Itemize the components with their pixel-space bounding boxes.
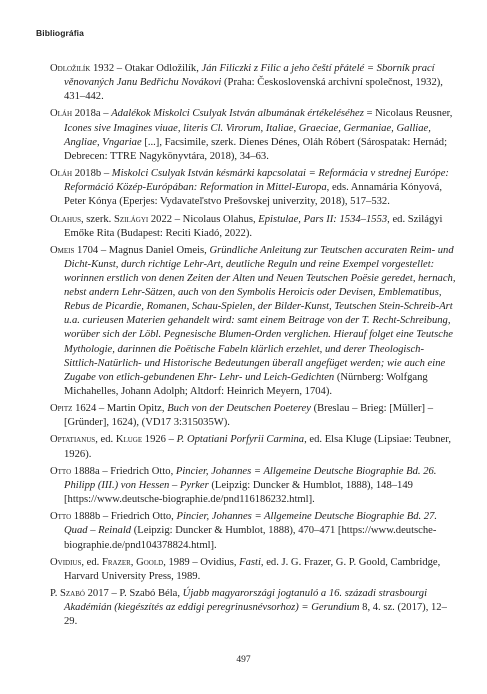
entry-year: 1704 – Magnus Daniel Omeis,	[74, 244, 210, 256]
bibliography-list	[50, 62, 456, 633]
entry-year: 1932 – Otakar Odložilík,	[90, 63, 202, 74]
entry-editor: Frazer, Goold	[101, 556, 164, 568]
entry-author: Opitz	[50, 403, 73, 415]
entry-author: Oláh	[50, 108, 73, 120]
entry-connector: = Nicolaus Reusner,	[363, 108, 453, 120]
page-number: 497	[236, 655, 251, 665]
entry-publication: (Nürnberg: Wolfgang Michahelles, Johann Adolph; Altdorf: Heinrich Meyern, 1704).	[64, 371, 428, 397]
bibliography-entry	[50, 62, 456, 104]
entry-title: Újabb magyarországi jogtanuló a 16. századi strasbourgi Akadémián (kiegészítés az eddigi peregrinusnévsorhoz) = Gerundium	[64, 588, 428, 614]
bibliography-entry	[50, 465, 456, 507]
entry-editor: Kluge	[115, 434, 143, 446]
entry-publication: (Leipzig: Duncker & Humblot, 1888), 148–149 [https://www.deutsche-biographie.de/pnd116186232.html].	[64, 479, 413, 506]
entry-title: Pincier, Johannes = Allgemeine Deutsche Biographie Bd. 27. Quad – Reinald	[64, 511, 438, 537]
entry-author: Optatianus	[50, 434, 96, 446]
entry-title: Epistulae, Pars II: 1534–1553	[258, 213, 388, 225]
entry-secondary-title: Icones sive Imagines viuae, literis Cl. Virorum, Italiae, Graeciae, Germaniae, Galliae, Angliae, Vngariae	[64, 122, 431, 148]
bibliography-entry	[50, 167, 456, 209]
entry-publication: , ed. Szilágyi Emőke Rita (Budapest: Reciti Kiadó, 2022).	[64, 213, 443, 239]
entry-year: 2017 – P. Szabó Béla,	[84, 588, 183, 600]
entry-publication: , eds. Annamária Kónyová, Peter Kónya (Eperjes: Vydavateľstvo Prešovskej univerzity, 2018), 517–532.	[64, 182, 442, 208]
entry-publication: [...], Facsimile, szerk. Dienes Dénes, Oláh Róbert (Sárospatak: Hernád; Debrecen: TTRE Nagykönyvtára, 2018), 34–63.	[64, 136, 448, 162]
entry-publication: , ed. J. G. Frazer, G. P. Goold, Cambridge, Harvard University Press, 1989.	[64, 556, 441, 582]
entry-publication: (Breslau – Brieg: [Müller] – [Gründer], 1624), (VD17 3:315035W).	[64, 403, 434, 429]
running-header: Bibliográfia	[36, 28, 84, 38]
entry-year: , szerk.	[81, 213, 114, 225]
entry-editor: Szilágyi	[113, 213, 149, 225]
entry-author: Odložilík	[50, 63, 91, 74]
bibliography-entry	[50, 587, 456, 629]
entry-author: Otto	[50, 465, 72, 477]
entry-year: 2018a –	[72, 108, 112, 120]
entry-title: Miskolci Csulyak István késmárki kapcsolatai = Reformácia v strednej Európe: Reformáció Közép-Európában: Reformation in Mittel-Europa	[64, 168, 449, 194]
entry-publication: , ed. Elsa Kluge (Lipsiae: Teubner, 1926).	[64, 434, 452, 460]
entry-publication: 8, 4. sz. (2017), 12–29.	[64, 602, 447, 628]
entry-publication: (Praha: Československá archivní společnost, 1932), 431–442.	[64, 77, 443, 103]
entry-title: Fasti	[239, 556, 261, 568]
bibliography-entry	[50, 213, 456, 241]
entry-author: Oláh	[50, 168, 73, 180]
bibliography-entry	[50, 244, 456, 399]
entry-author: Omeis	[50, 244, 75, 256]
entry-title: Ján Filiczki z Filic a jeho čeští přátelé = Sborník prací věnovaných Janu Bedřichu Novákovi	[64, 63, 435, 89]
entry-year: 1888a – Friedrich Otto,	[71, 465, 176, 477]
entry-title: Pincier, Johannes = Allgemeine Deutsche Biographie Bd. 26. Philipp (III.) von Hessen – Pyrker	[64, 465, 437, 491]
entry-connector: , 1989 – Ovidius,	[163, 556, 240, 568]
entry-connector: 2022 – Nicolaus Olahus,	[148, 213, 259, 225]
entry-year: , ed.	[95, 434, 116, 446]
entry-title: Adalékok Miskolci Csulyak István albumának értékeléséhez	[111, 108, 364, 120]
entry-author: P. Szabó	[50, 588, 85, 600]
entry-title: P. Optatiani Porfyrii Carmina	[176, 434, 305, 446]
entry-title: Gründliche Anleitung zur Teutschen accuraten Reim- und Dicht-Kunst, durch richtige Lehr-Art, deutliche Reguln und reine Exempel vorgestellet: worinnen erstlich von denen Zeiten der Alten und Neuen Teutschen Poësie geredet, hernach, nebst andern Lehr-Sätzen, auch von den Symbolis Heroicis oder Devisen, Emblematibus, Rebus de Picardie, Romanen, Schau-Spielen, der Bilder-Kunst, Teutschen Stein-Schreib-Art u.a. curieusen Materien gehandelt wird: samt einem Beitrage von der T. Recht-Schreibung, worüber sich der Löbl. Pegnesische Blumen-Orden verglichen. Hierauf folget eine Teutsche Mythologie, darinnen die Poëtische Fabeln klärlich erzehlet, und derer Theologisch-Sittlich-Natürlich- und Historische Bedeutungen überall angefüget werden; wie auch eine Zugabe von etlich-gebundenen Ehr- Lehr- und Leich-Gedichten	[64, 244, 456, 383]
bibliography-entry	[50, 433, 456, 461]
entry-publication: (Leipzig: Duncker & Humblot, 1888), 470–471 [https://www.deutsche-biographie.de/pnd104378824.html].	[64, 525, 437, 551]
entry-author: Olahus	[50, 213, 81, 225]
entry-year: 2018b –	[72, 168, 112, 180]
entry-author: Otto	[50, 511, 72, 523]
entry-author: Ovidius	[50, 556, 82, 568]
entry-year: , ed.	[81, 556, 102, 568]
entry-title: Buch von der Deutschen Poeterey	[167, 403, 311, 415]
entry-year: 1624 – Martin Opitz,	[72, 403, 168, 415]
bibliography-entry	[50, 510, 456, 552]
entry-year: 1888b – Friedrich Otto,	[71, 511, 177, 523]
bibliography-entry	[50, 556, 456, 584]
bibliography-entry	[50, 107, 456, 163]
entry-connector: 1926 –	[142, 434, 177, 446]
bibliography-entry	[50, 402, 456, 430]
